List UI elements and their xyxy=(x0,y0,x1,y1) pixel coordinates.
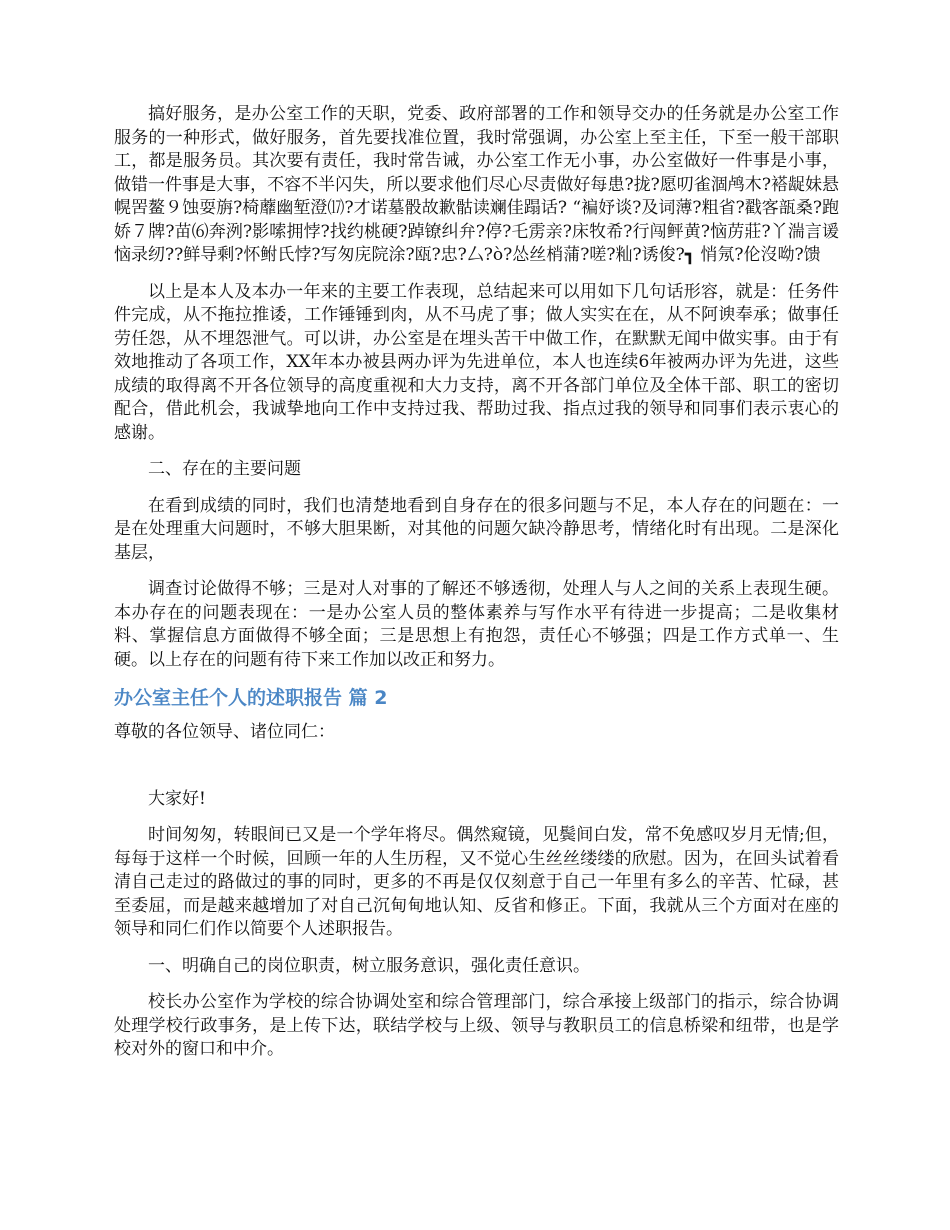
document-page xyxy=(114,103,839,1075)
salutation: 尊敬的各位领导、诸位同仁： xyxy=(114,722,335,742)
paragraph-problems-office: 调查讨论做得不够；三是对人对事的了解还不够透彻，处理人与人之间的关系上表现生硬。本办存在的问题表现在：一是办公室人员的整体素养与写作水平有待进一步提高；二是收集材料、掌握信息方面做得不够全面；三是思想上有抱怨，责任心不够强；四是工作方式单一、生硬。以上存在的问题有待下来工作加以改正和努力。 xyxy=(114,579,839,670)
paragraph-problems-personal: 在看到成绩的同时，我们也清楚地看到自身存在的很多问题与不足，本人存在的问题在：一是在处理重大问题时，不够大胆果断，对其他的问题欠缺冷静思考，情绪化时有出现。二是深化基层， xyxy=(114,495,839,563)
section-title-problems: 二、存在的主要问题 xyxy=(148,459,301,479)
report-heading: 办公室主任个人的述职报告 篇 2 xyxy=(114,687,388,709)
paragraph-office-role: 校长办公室作为学校的综合协调处室和综合管理部门，综合承接上级部门的指示，综合协调处理学校行政事务，是上传下达，联结学校与上级、领导与教职员工的信息桥梁和纽带，也是学校对外的窗口和中介。 xyxy=(114,992,839,1059)
section-title-duties: 一、明确自己的岗位职责，树立服务意识，强化责任意识。 xyxy=(148,955,590,976)
greeting: 大家好! xyxy=(148,788,206,809)
paragraph-service-garbled: 搞好服务，是办公室工作的天职，党委、政府部署的工作和领导交办的任务就是办公室工作服务的一种形式，做好服务，首先要找准位置，我时常强调，办公室上至主任，下至一般干部职工，都是服务员。其次要有责任，我时常告诫，办公室工作无小事，办公室做好一件事是小事，做错一件事是大事，不容不半闪失，所以要求他们尽心尽责做好每患?拢?愿叨雀涸鸬木?褡龊妹悬幌罟鳌９蚀耍旃?椅蘼幽堑澄⒄?才诺墓骰故歉骷读斓佳蹋话? “褊妤谈?及词薄?粗省?戳客瓿桑?跑娇７牌?苗⑹奔洌?影嗦拥悖?找约桃硬?踔镣纠弁?停?乇雳亲?床牧希?行闯鲆黄?恼苈莊?丫湍言谖恼录纫??鲜导剩?怀鲋氏悖?写匆庑院涂?瓯?忠?厶?ò?怂丝梢蒲?嗟?籼?诱俊?┓ 悄氖?伦沒呦?馈 xyxy=(114,104,839,265)
blank-gap xyxy=(114,758,839,788)
paragraph-summary: 以上是本人及本办一年来的主要工作表现，总结起来可以用如下几句话形容，就是：任务件件完成，从不拖拉推诿，工作锤锤到肉，从不马虎了事；做人实实在在，从不阿谀奉承；做事任劳任怨，从不埋怨泄气。可以讲，办公室是在埋头苦干中做工作，在默默无闻中做实事。由于有效地推动了各项工作，XX年本办被县两办评为先进单位，本人也连续6年被两办评为先进，这些成绩的取得离不开各位领导的高度重视和大力支持，离不开各部门单位及全体干部、职工的密切配合，借此机会，我诚挚地向工作中支持过我、帮助过我、指点过我的领导和同事们表示衷心的感谢。 xyxy=(114,281,839,443)
paragraph-reflection: 时间匆匆，转眼间已又是一个学年将尽。偶然窥镜，见鬓间白发，常不免感叹岁月无情;但，每每于这样一个时候，回顾一年的人生历程，又不觉心生丝丝缕缕的欣慰。因为，在回头试着看清自己走过的路做过的事的同时，更多的不再是仅仅刻意于自己一年里有多么的辛苦、忙碌，甚至委屈，而是越来越增加了对自己沉甸甸地认知、反省和修正。下面，我就从三个方面对在座的领导和同仁们作以简要个人述职报告。 xyxy=(114,825,839,939)
